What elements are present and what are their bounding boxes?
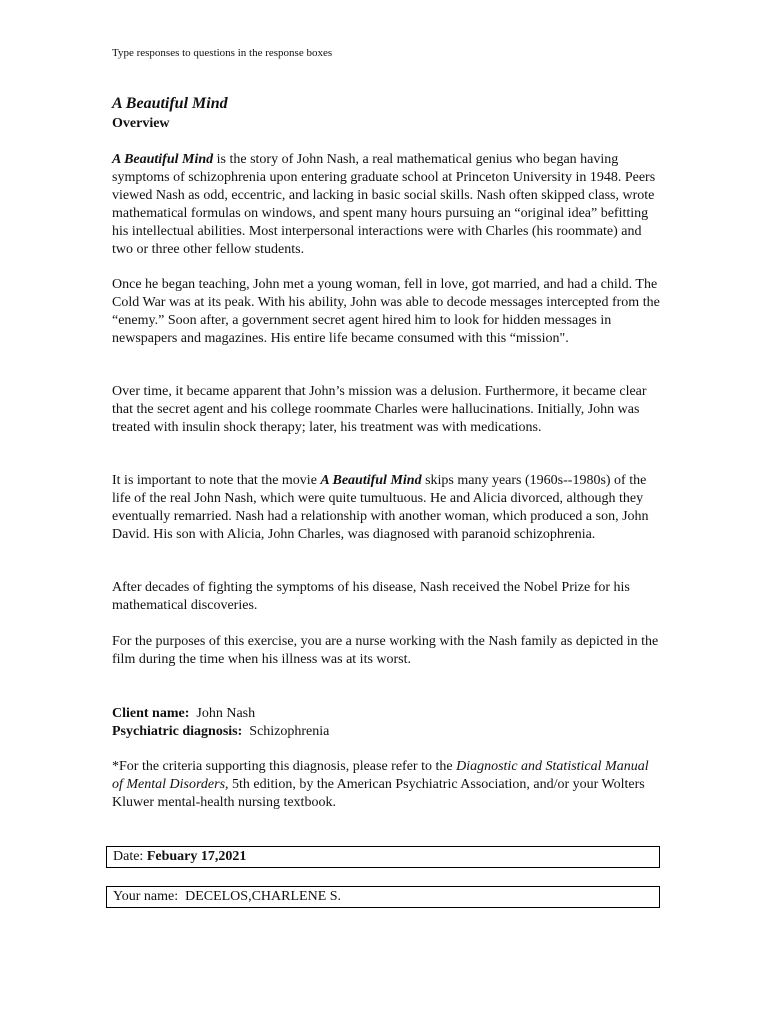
paragraph-delusion: Over time, it became apparent that John’s mission was a delusion. Furthermore, it became clear that the secret agent and his college roommate Charles were hallucinations. Initially, John was treated with insulin shock therapy; later, his treatment was with medications.	[112, 384, 647, 435]
diagnosis-value: Schizophrenia	[249, 724, 330, 739]
instructions-text: Type responses to questions in the response boxes	[112, 47, 333, 59]
paragraph-nobel: After decades of fighting the symptoms of his disease, Nash received the Nobel Prize for his mathematical discoveries.	[112, 580, 630, 613]
paragraph-intro-text: is the story of John Nash, a real mathematical genius who began having symptoms of schizophrenia upon entering graduate school at Princeton University in 1948. Peers viewed Nash as odd, eccentric, and lacking in basic social skills. Nash often skipped class, wrote mathematical formulas on windows, and spent many hours pursuing an “original idea” befitting his intellectual abilities. Most interpersonal interactions were with Charles (his roommate) and two or three other fellow students.	[112, 152, 656, 257]
diagnosis-line	[112, 723, 329, 741]
paragraph-teaching: Once he began teaching, John met a young woman, fell in love, got married, and had a child. The Cold War was at its peak. With his ability, John was able to decode messages intercepted from the “enemy.” Soon after, a government secret agent hired him to look for hidden messages in newspapers and magazines. His entire life became consumed with this “mission".	[112, 277, 660, 346]
your-name-value: DECELOS,CHARLENE S.	[185, 889, 342, 904]
date-response-box[interactable]	[106, 846, 660, 868]
paragraph-intro	[112, 151, 660, 259]
date-label: Date:	[113, 849, 144, 864]
date-value: Febuary 17,2021	[146, 849, 247, 864]
client-name-label: Client name:	[112, 706, 190, 721]
criteria-note	[112, 758, 660, 812]
paragraph-skipped-years-text: skips many years (1960s--1980s) of the life of the real John Nash, which were quite tumultuous. He and Alicia divorced, although they eventually remarried. Nash had a relationship with another woman, which produced a son, John David. His son with Alicia, John Charles, was diagnosed with paranoid schizophrenia.	[112, 473, 649, 542]
movie-title-inline: A Beautiful Mind	[112, 152, 214, 167]
your-name-label: Your name:	[113, 889, 179, 904]
paragraph-skipped-years	[112, 472, 660, 544]
client-name-value: John Nash	[196, 706, 256, 721]
paragraph-skipped-years-start: It is important to note that the movie	[112, 473, 321, 488]
paragraph-exercise: For the purposes of this exercise, you are a nurse working with the Nash family as depicted in the film during the time when his illness was at its worst.	[112, 634, 659, 667]
criteria-note-end: , 5th edition, by the American Psychiatric Association, and/or your Wolters Kluwer mental-health nursing textbook.	[112, 777, 645, 810]
document-title: A Beautiful Mind	[112, 95, 228, 112]
dsm-title: Diagnostic and Statistical Manual of Mental Disorders	[112, 759, 649, 792]
name-response-box[interactable]	[106, 886, 660, 908]
movie-title-inline: A Beautiful Mind	[320, 473, 422, 488]
client-name-line	[112, 705, 255, 723]
overview-heading: Overview	[112, 116, 170, 131]
criteria-note-start: *For the criteria supporting this diagnosis, please refer to the	[112, 759, 457, 774]
diagnosis-label: Psychiatric diagnosis:	[112, 724, 243, 739]
